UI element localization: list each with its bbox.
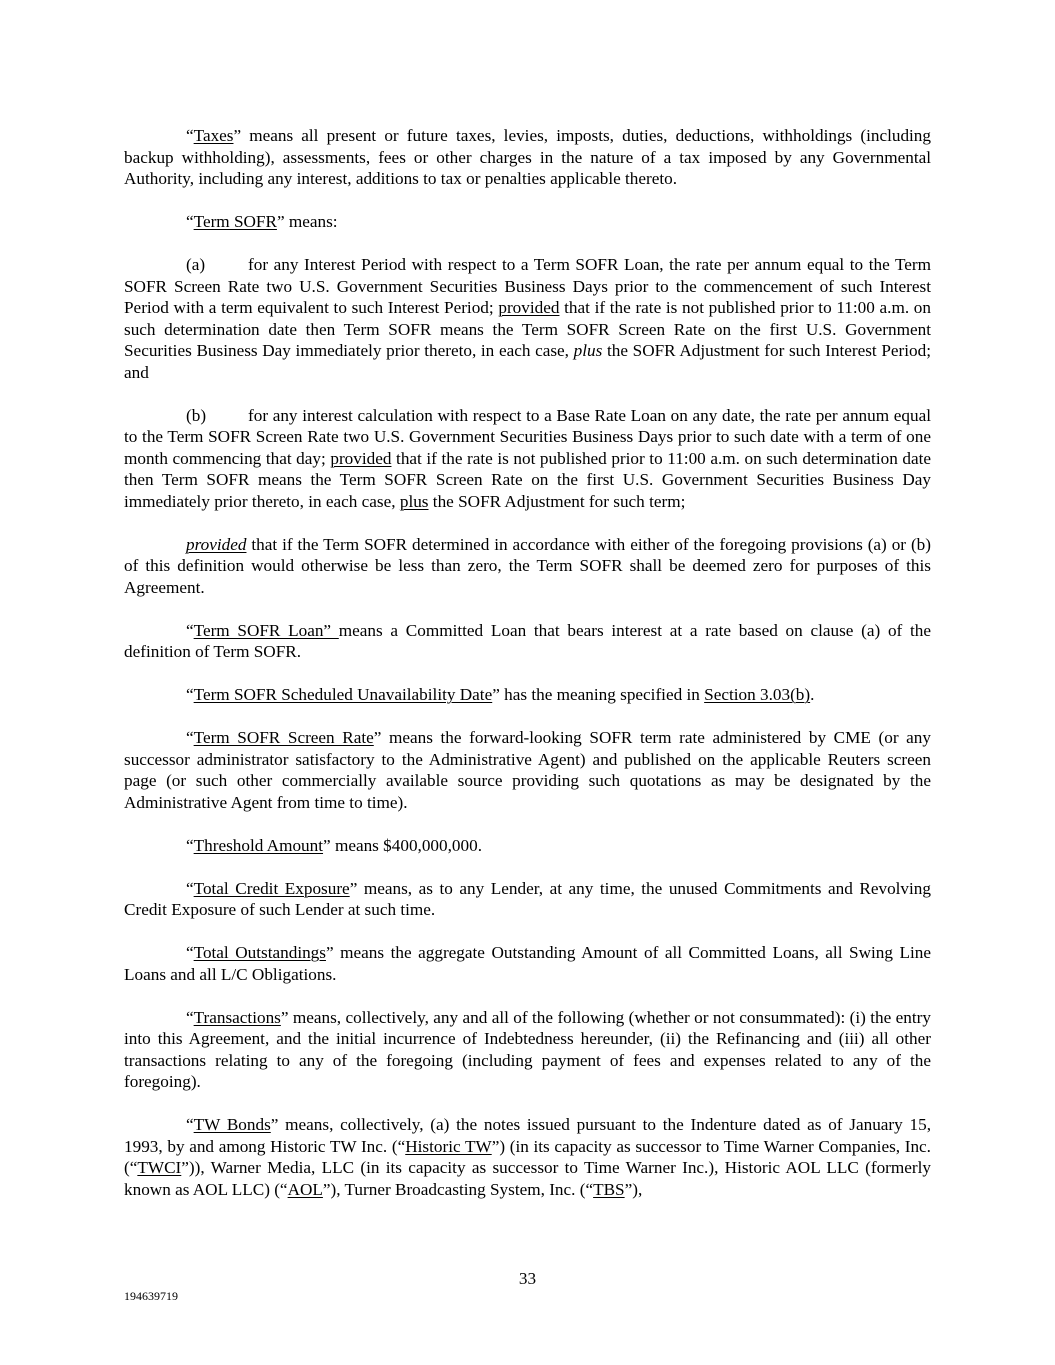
defined-term: TW Bonds: [193, 1115, 271, 1134]
definition-text: ”)), Warner Media, LLC (in its capacity as successor to Time Warner Inc.), Historic AOL LLC (formerly known as AOL LLC) (“: [124, 1158, 931, 1199]
defined-term: Threshold Amount: [193, 835, 324, 855]
section-reference: Section 3.03(b): [704, 685, 811, 704]
definition-threshold-amount: [124, 835, 931, 857]
term-sofr-clause-a: [124, 254, 931, 383]
defined-term: Total Credit Exposure: [193, 878, 350, 898]
open-quote: “: [186, 728, 194, 747]
definition-transactions: [124, 1007, 931, 1093]
defined-term: Transactions: [193, 1007, 281, 1027]
document-body: [124, 125, 931, 1222]
defined-term: Term SOFR: [193, 212, 277, 231]
clause-text: that if the rate is not published prior to 11:00 a.m. on such determination date then Term SOFR means the Term SOFR Screen Rate on the first U.S. Government Securities Business Day immediately prior thereto, in each case,: [124, 448, 931, 511]
defined-term: Taxes: [193, 126, 234, 145]
definition-taxes: [124, 125, 931, 190]
defined-term: Term SOFR Loan”: [193, 620, 339, 640]
definition-tw-bonds: [124, 1114, 931, 1200]
open-quote: “: [186, 126, 194, 145]
term-sofr-proviso: [124, 534, 931, 599]
definition-text: ”) (in its capacity as successor to Time Warner Companies, Inc. (“: [124, 1136, 931, 1177]
proviso-text: that if the Term SOFR determined in accordance with either of the foregoing provisions (a) or (b) of this definition would otherwise be less than zero, the Term SOFR shall be deemed zero for purposes of this Agreement.: [124, 534, 931, 597]
definition-text: ” has the meaning specified in: [492, 685, 705, 704]
definition-end: .: [810, 685, 815, 704]
clause-text: for any interest calculation with respect to a Base Rate Loan on any date, the rate per annum equal to the Term SOFR Screen Rate two U.S. Government Securities Business Days prior to such date with a term of one month commencing that day;: [124, 405, 931, 468]
defined-term: Total Outstandings: [193, 943, 326, 962]
clause-text: the SOFR Adjustment for such Interest Period; and: [124, 341, 932, 382]
definition-text: ” means, as to any Lender, at any time, the unused Commitments and Revolving Credit Exposure of such Lender at such time.: [124, 878, 931, 919]
term-sofr-clause-b: [124, 405, 931, 513]
plus-term: plus: [573, 341, 603, 360]
clause-text: the SOFR Adjustment for such term;: [428, 491, 686, 511]
defined-term: Term SOFR Screen Rate: [193, 728, 374, 747]
document-id: 194639719: [124, 1289, 178, 1303]
definition-text: ”),: [624, 1179, 643, 1199]
open-quote: “: [186, 878, 194, 898]
open-quote: “: [186, 1007, 194, 1027]
plus-term: plus: [399, 491, 429, 511]
definition-total-outstandings: [124, 942, 931, 985]
definition-text: ” means the aggregate Outstanding Amount of all Committed Loans, all Swing Line Loans and all L/C Obligations.: [124, 943, 931, 984]
page-number: 33: [518, 1269, 537, 1288]
provided-term: provided: [498, 298, 560, 317]
open-quote: “: [186, 835, 194, 855]
clause-label: (a): [186, 255, 206, 274]
definition-text: ” means:: [276, 212, 338, 231]
open-quote: “: [186, 212, 194, 231]
definition-term-sofr-unavailability-date: [124, 684, 931, 706]
defined-term-tbs: TBS: [593, 1179, 625, 1199]
open-quote: “: [186, 1115, 194, 1134]
definition-term-sofr-loan: [124, 620, 931, 663]
clause-label: (b): [186, 405, 207, 425]
definition-text: means a Committed Loan that bears interest at a rate based on clause (a) of the definition of Term SOFR.: [124, 620, 931, 661]
definition-text: ” means $400,000,000.: [323, 835, 482, 855]
definition-text: ” means all present or future taxes, levies, imposts, duties, deductions, withholdings (including backup withholding), assessments, fees or other charges in the nature of a tax imposed by any Governmental Authority, including any interest, additions to tax or penalties applicable thereto.: [124, 126, 931, 188]
definition-term-sofr: [124, 211, 931, 233]
defined-term-aol: AOL: [287, 1179, 323, 1199]
definition-text: ”), Turner Broadcasting System, Inc. (“: [322, 1179, 594, 1199]
definition-total-credit-exposure: [124, 878, 931, 921]
open-quote: “: [186, 943, 194, 962]
open-quote: “: [186, 620, 194, 640]
open-quote: “: [186, 685, 194, 704]
definition-text: ” means, collectively, (a) the notes issued pursuant to the Indenture dated as of January 15, 1993, by and among Historic TW Inc. (“: [124, 1115, 931, 1156]
clause-text: for any Interest Period with respect to a Term SOFR Loan, the rate per annum equal to the Term SOFR Screen Rate two U.S. Government Securities Business Days prior to the commencement of such Interest Period with a term equivalent to such Interest Period;: [124, 255, 931, 317]
provided-term: provided: [186, 534, 247, 554]
provided-term: provided: [330, 448, 392, 468]
defined-term: Term SOFR Scheduled Unavailability Date: [193, 685, 493, 704]
definition-term-sofr-screen-rate: [124, 727, 931, 813]
definition-text: ” means the forward-looking SOFR term rate administered by CME (or any successor administrator satisfactory to the Administrative Agent) and published on the applicable Reuters screen page (or such other commercially available source providing such quotations as may be designated by the Administrative Agent from time to time).: [124, 728, 931, 812]
definition-text: ” means, collectively, any and all of the following (whether or not consummated): (i) the entry into this Agreement, and the initial incurrence of Indebtedness hereunder, (ii) the Refinancing and (iii) all other transactions relating to any of the foregoing (including payment of fees and expenses related to any of the foregoing).: [124, 1007, 931, 1091]
defined-term-historic-tw: Historic TW: [405, 1136, 492, 1156]
defined-term-twci: TWCI: [137, 1158, 182, 1177]
clause-text: that if the rate is not published prior to 11:00 a.m. on such determination date then Term SOFR means the Term SOFR Screen Rate on the first U.S. Government Securities Business Day immediately prior thereto, in each case,: [124, 298, 931, 360]
